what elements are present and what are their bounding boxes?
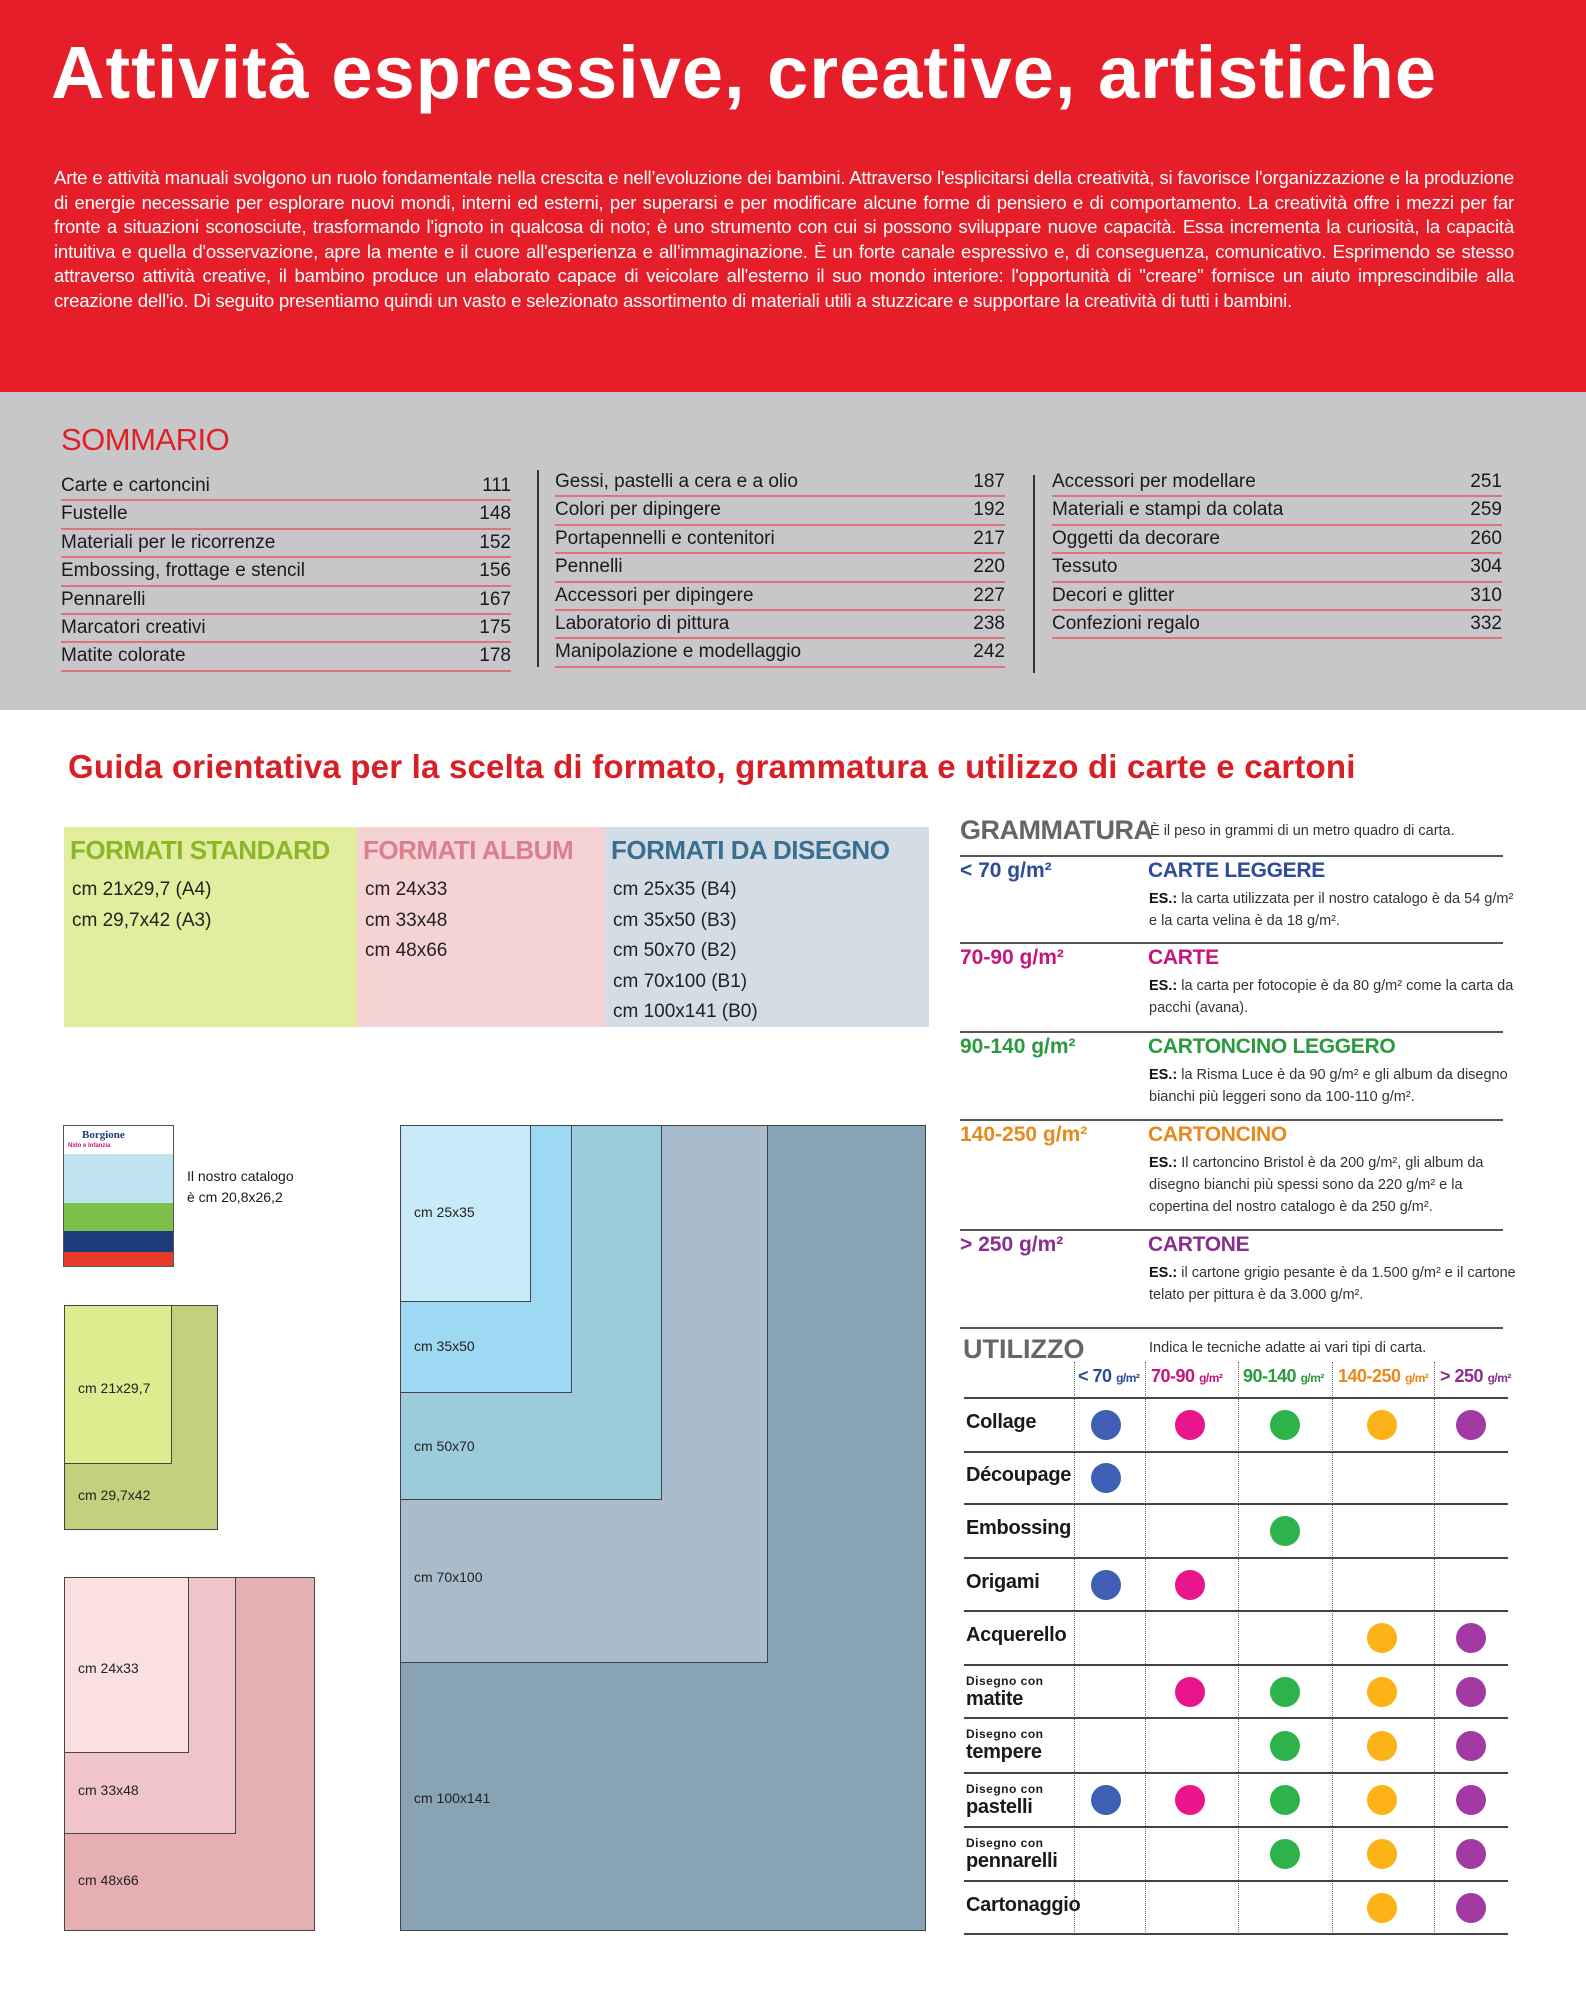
paper-example: [1149, 888, 1519, 932]
row-divider: [964, 1503, 1508, 1505]
entry-label: Pennarelli: [61, 588, 146, 610]
paper-type: CARTONCINO LEGGERO: [1148, 1035, 1396, 1058]
sommario-entry[interactable]: [555, 469, 1005, 497]
sommario-entry[interactable]: [61, 501, 511, 529]
row-divider: [964, 1557, 1508, 1559]
technique-prefix: Disegno con: [966, 1836, 1044, 1850]
sommario-entry[interactable]: [555, 611, 1005, 639]
weight-range: 90-140 g/m²: [960, 1035, 1076, 1058]
example-label: ES.:: [1149, 1155, 1178, 1171]
album-48x66-label: cm 48x66: [78, 1872, 139, 1888]
technique-label: [966, 1571, 1039, 1594]
sommario-entry[interactable]: [61, 615, 511, 643]
suitability-dot: [1456, 1731, 1486, 1761]
technique-name: Découpage: [966, 1464, 1072, 1486]
entry-page: 310: [1470, 584, 1502, 606]
entry-label: Colori per dipingere: [555, 499, 721, 521]
entry-label: Confezioni regalo: [1052, 612, 1200, 634]
format-heading: FORMATI DA DISEGNO: [611, 835, 890, 865]
suitability-dot: [1367, 1677, 1397, 1707]
sommario-entry[interactable]: [555, 497, 1005, 525]
technique-label: [966, 1674, 1044, 1711]
divider: [960, 1327, 1503, 1329]
suitability-dot: [1091, 1410, 1121, 1440]
entry-page: 187: [973, 471, 1005, 492]
technique-name: matite: [966, 1688, 1024, 1710]
entry-page: 242: [973, 641, 1005, 663]
example-text: la carta utilizzata per il nostro catalogo è da 54 g/m² e la carta velina è da 18 g/m².: [1149, 891, 1514, 929]
entry-label: Accessori per modellare: [1052, 471, 1256, 492]
technique-name: Acquerello: [966, 1624, 1067, 1646]
entry-page: 251: [1470, 471, 1502, 492]
entry-page: 192: [973, 499, 1005, 521]
format-heading: FORMATI STANDARD: [70, 835, 330, 865]
row-divider: [964, 1717, 1508, 1719]
suitability-dot: [1270, 1516, 1300, 1546]
drawing-b0-label: cm 100x141: [414, 1790, 491, 1806]
entry-label: Decori e glitter: [1052, 584, 1175, 606]
intro-paragraph: Arte e attività manuali svolgono un ruolo fondamentale nella crescita e nell’evoluzione dei bambini. Attraverso l'esplicitarsi della creatività, si favorisce l'organizzazione e la produzione di energie necessarie per esplorare nuovi mondi, interni ed esterni, per superarsi e per modificare alcune forme di pensiero e di comportamento. La creatività offre i mezzi per far fronte a situazioni sconosciute, trasformando l'ignoto in qualcosa di noto; è uno strumento con cui si possono sviluppare nuove capacità. Essa incrementa la curiosità, la capacità intuitiva e quella d'osservazione, apre la mente e il cuore all'esperienza e all'immaginazione. È un forte canale espressivo e, di conseguenza, comunicativo. Esprimendo se stesso attraverso attività creative, il bambino produce un elaborato capace di veicolare all'esterno il suo mondo interiore: l'opportunità di "creare" fornisce un aiuto imprescindibile alla creazione dell'io. Di seguito presentiamo quindi un vasto e selezionato assortimento di materiali utili a stuzzicare e supportare la creatività di tutti i bambini.: [54, 167, 1514, 311]
paper-example: [1149, 1064, 1519, 1108]
catalog-cover-image: [63, 1125, 174, 1267]
sommario-entry[interactable]: [1052, 497, 1502, 525]
column-separator: [1332, 1362, 1333, 1934]
suitability-dot: [1270, 1731, 1300, 1761]
paper-example: [1149, 1262, 1519, 1306]
row-divider: [964, 1610, 1508, 1612]
paper-example: [1149, 975, 1519, 1019]
entry-label: Carte e cartoncini: [61, 475, 210, 496]
divider: [537, 470, 539, 667]
sommario-entry[interactable]: [555, 526, 1005, 554]
format-item: cm 48x66: [365, 940, 448, 962]
format-box: [357, 827, 605, 1027]
drawing-b1-label: cm 70x100: [414, 1569, 483, 1585]
column-unit: g/m²: [1487, 1371, 1511, 1385]
entry-page: 332: [1470, 612, 1502, 634]
format-box: [605, 827, 929, 1027]
column-range: < 70: [1078, 1366, 1112, 1386]
entry-page: 111: [482, 475, 511, 496]
column-range: 90-140: [1243, 1366, 1297, 1386]
format-box: [64, 827, 357, 1027]
entry-page: 156: [479, 560, 511, 582]
column-unit: g/m²: [1116, 1371, 1140, 1385]
album-24x33-label: cm 24x33: [78, 1660, 139, 1676]
entry-page: 227: [973, 584, 1005, 606]
paper-example: [1149, 1152, 1519, 1218]
format-item: cm 25x35 (B4): [613, 879, 737, 900]
suitability-dot: [1175, 1677, 1205, 1707]
weight-range: > 250 g/m²: [960, 1233, 1064, 1256]
format-item: cm 70x100 (B1): [613, 970, 748, 992]
technique-name: Embossing: [966, 1517, 1072, 1539]
example-label: ES.:: [1149, 891, 1178, 907]
entry-page: 152: [479, 531, 511, 553]
catalog-brand: Borgione: [82, 1129, 125, 1141]
sommario-entry[interactable]: [555, 583, 1005, 611]
technique-name: Cartonaggio: [966, 1893, 1081, 1916]
sommario-entry[interactable]: [61, 643, 511, 671]
guide-title: Guida orientativa per la scelta di formato, grammatura e utilizzo di carte e cartoni: [68, 748, 1356, 785]
format-item: cm 35x50 (B3): [613, 909, 737, 931]
technique-name: pastelli: [966, 1796, 1033, 1818]
technique-name: Collage: [966, 1411, 1037, 1433]
technique-label: [966, 1464, 1071, 1487]
technique-label: [966, 1727, 1044, 1764]
entry-page: 175: [479, 616, 511, 638]
column-unit: g/m²: [1405, 1371, 1429, 1385]
row-divider: [964, 1933, 1508, 1935]
sommario-entry[interactable]: [555, 639, 1005, 667]
column-range: 70-90: [1151, 1366, 1195, 1386]
sommario-entry[interactable]: [61, 530, 511, 558]
suitability-dot: [1367, 1785, 1397, 1815]
weight-range: 140-250 g/m²: [960, 1123, 1088, 1146]
example-text: il cartone grigio pesante è da 1.500 g/m² e il cartone telato per pittura è da 3.000 g/m².: [1149, 1265, 1516, 1303]
entry-page: 260: [1470, 527, 1502, 549]
grammatura-subtitle: È il peso in grammi di un metro quadro di carta.: [1150, 823, 1455, 839]
album-33x48-label: cm 33x48: [78, 1782, 139, 1798]
divider: [960, 1229, 1503, 1231]
sommario-entry[interactable]: [555, 554, 1005, 582]
divider: [960, 855, 1503, 857]
example-label: ES.:: [1149, 1265, 1178, 1281]
standard-a4-label: cm 21x29,7: [78, 1380, 151, 1396]
entry-page: 167: [479, 588, 511, 610]
suitability-dot: [1175, 1785, 1205, 1815]
suitability-dot: [1456, 1785, 1486, 1815]
page-title: Attività espressive, creative, artistiche: [51, 31, 1438, 114]
entry-page: 238: [973, 612, 1005, 634]
suitability-dot: [1367, 1731, 1397, 1761]
drawing-b4-label: cm 25x35: [414, 1204, 475, 1220]
weight-column-header: [1440, 1366, 1511, 1387]
sommario-entry[interactable]: [1052, 554, 1502, 582]
entry-label: Tessuto: [1052, 556, 1118, 578]
divider: [960, 942, 1503, 944]
entry-label: Manipolazione e modellaggio: [555, 641, 802, 663]
entry-label: Materiali e stampi da colata: [1052, 499, 1284, 521]
grammatura-title: GRAMMATURA: [960, 815, 1153, 845]
entry-label: Matite colorate: [61, 645, 186, 667]
suitability-dot: [1270, 1839, 1300, 1869]
column-separator: [1074, 1362, 1075, 1934]
entry-page: 304: [1470, 556, 1502, 578]
format-item: cm 24x33: [365, 879, 448, 900]
weight-column-header: [1243, 1366, 1324, 1387]
catalog-subtitle: Nido e Infanzia: [68, 1143, 111, 1149]
sommario-column-1: [61, 473, 511, 672]
row-divider: [964, 1397, 1508, 1399]
technique-label: [966, 1894, 1080, 1917]
weight-column-header: [1078, 1366, 1139, 1387]
technique-prefix: Disegno con: [966, 1674, 1044, 1688]
weight-column-header: [1151, 1366, 1222, 1387]
sommario-entry[interactable]: [1052, 583, 1502, 611]
suitability-dot: [1367, 1623, 1397, 1653]
column-separator: [1238, 1362, 1239, 1934]
suitability-dot: [1270, 1677, 1300, 1707]
sommario-column-2: [555, 469, 1005, 668]
example-text: la carta per fotocopie è da 80 g/m² come la carta da pacchi (avana).: [1149, 978, 1514, 1016]
entry-label: Embossing, frottage e stencil: [61, 560, 305, 582]
format-item: cm 100x141 (B0): [613, 1001, 758, 1023]
column-range: 140-250: [1338, 1366, 1401, 1386]
paper-type: CARTE LEGGERE: [1148, 859, 1325, 882]
column-unit: g/m²: [1199, 1371, 1223, 1385]
suitability-dot: [1456, 1839, 1486, 1869]
suitability-dot: [1091, 1785, 1121, 1815]
sommario-entry[interactable]: [61, 473, 511, 501]
entry-page: 217: [973, 527, 1005, 549]
suitability-dot: [1456, 1623, 1486, 1653]
suitability-dot: [1270, 1410, 1300, 1440]
column-separator: [1434, 1362, 1435, 1934]
technique-prefix: Disegno con: [966, 1782, 1044, 1796]
entry-label: Pennelli: [555, 556, 623, 578]
entry-page: 148: [479, 503, 511, 525]
sommario-entry[interactable]: [61, 558, 511, 586]
drawing-b2-label: cm 50x70: [414, 1438, 475, 1454]
suitability-dot: [1091, 1570, 1121, 1600]
entry-label: Accessori per dipingere: [555, 584, 754, 606]
paper-type: CARTE: [1148, 946, 1219, 969]
technique-label: [966, 1836, 1057, 1873]
entry-label: Laboratorio di pittura: [555, 612, 730, 634]
suitability-dot: [1456, 1410, 1486, 1440]
row-divider: [964, 1826, 1508, 1828]
drawing-b3-label: cm 35x50: [414, 1338, 475, 1354]
format-item: cm 50x70 (B2): [613, 940, 737, 962]
sommario-entry[interactable]: [1052, 469, 1502, 497]
entry-label: Gessi, pastelli a cera e a olio: [555, 471, 798, 492]
example-text: Il cartoncino Bristol è da 200 g/m², gli album da disegno bianchi più spessi sono da 220 g/m² e la copertina del nostro catalogo è da 250 g/m².: [1149, 1155, 1484, 1215]
format-heading: FORMATI ALBUM: [363, 835, 574, 865]
technique-label: [966, 1624, 1066, 1647]
suitability-dot: [1175, 1570, 1205, 1600]
sommario-column-3: [1052, 469, 1502, 639]
divider: [960, 1031, 1503, 1033]
column-separator: [1145, 1362, 1146, 1934]
sommario-title: SOMMARIO: [61, 422, 230, 457]
technique-label: [966, 1411, 1036, 1434]
sommario-entry[interactable]: [1052, 611, 1502, 639]
technique-prefix: Disegno con: [966, 1727, 1044, 1741]
technique-label: [966, 1517, 1071, 1540]
suitability-dot: [1367, 1410, 1397, 1440]
entry-page: 220: [973, 556, 1005, 578]
technique-name: tempere: [966, 1741, 1042, 1763]
utilizzo-title: UTILIZZO: [963, 1334, 1085, 1364]
weight-range: < 70 g/m²: [960, 859, 1052, 882]
format-item: cm 21x29,7 (A4): [72, 879, 212, 900]
row-divider: [964, 1772, 1508, 1774]
utilizzo-subtitle: Indica le tecniche adatte ai vari tipi di carta.: [1149, 1340, 1427, 1356]
suitability-dot: [1270, 1785, 1300, 1815]
paper-type: CARTONE: [1148, 1233, 1250, 1256]
row-divider: [964, 1880, 1508, 1882]
column-unit: g/m²: [1300, 1371, 1324, 1385]
entry-label: Portapennelli e contenitori: [555, 527, 775, 549]
entry-label: Materiali per le ricorrenze: [61, 531, 276, 553]
entry-page: 178: [479, 645, 511, 667]
suitability-dot: [1456, 1893, 1486, 1923]
catalog-note: Il nostro catalogo è cm 20,8x26,2: [187, 1168, 294, 1205]
row-divider: [964, 1664, 1508, 1666]
technique-name: pennarelli: [966, 1850, 1058, 1872]
entry-label: Marcatori creativi: [61, 616, 206, 638]
suitability-dot: [1175, 1410, 1205, 1440]
technique-label: [966, 1782, 1044, 1819]
weight-range: 70-90 g/m²: [960, 946, 1064, 969]
example-label: ES.:: [1149, 1067, 1178, 1083]
example-label: ES.:: [1149, 978, 1178, 994]
weight-column-header: [1338, 1366, 1428, 1387]
sommario-entry[interactable]: [61, 587, 511, 615]
sommario-entry[interactable]: [1052, 526, 1502, 554]
format-item: cm 29,7x42 (A3): [72, 909, 212, 931]
example-text: la Risma Luce è da 90 g/m² e gli album da disegno bianchi più leggeri sono da 100-110 g/m².: [1149, 1067, 1508, 1105]
technique-name: Origami: [966, 1570, 1040, 1593]
entry-page: 259: [1470, 499, 1502, 521]
divider: [1033, 475, 1035, 673]
suitability-dot: [1456, 1677, 1486, 1707]
divider: [960, 1119, 1503, 1121]
suitability-dot: [1091, 1463, 1121, 1493]
entry-label: Oggetti da decorare: [1052, 527, 1220, 549]
column-range: > 250: [1440, 1366, 1484, 1386]
row-divider: [964, 1451, 1508, 1453]
format-item: cm 33x48: [365, 909, 448, 931]
entry-label: Fustelle: [61, 503, 128, 525]
paper-type: CARTONCINO: [1148, 1123, 1287, 1146]
suitability-dot: [1367, 1893, 1397, 1923]
standard-a3-label: cm 29,7x42: [78, 1487, 151, 1503]
suitability-dot: [1367, 1839, 1397, 1869]
